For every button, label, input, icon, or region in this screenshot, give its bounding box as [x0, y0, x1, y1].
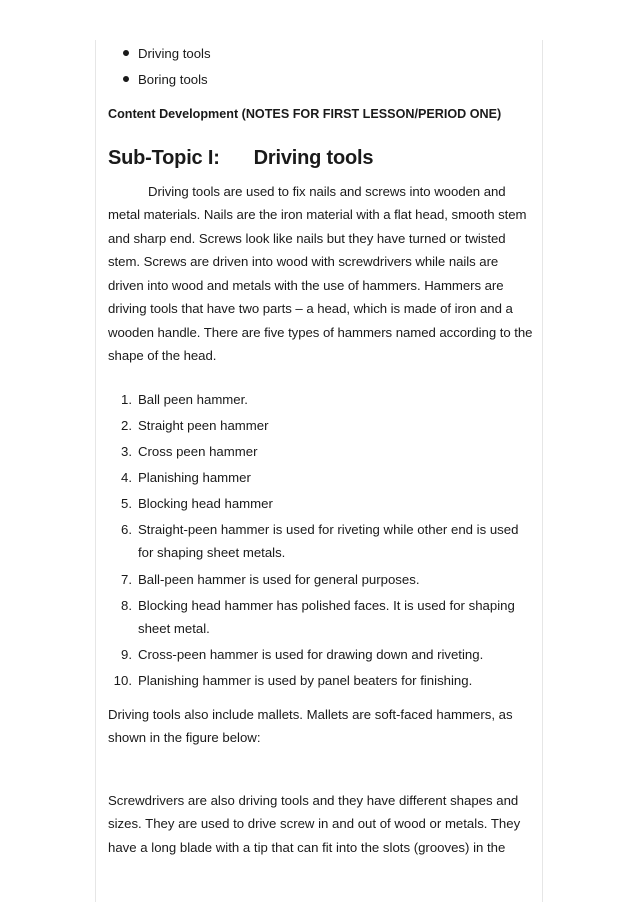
list-number: 3. — [121, 443, 132, 459]
list-text: Blocking head hammer — [138, 495, 273, 511]
list-text: Cross peen hammer — [138, 443, 258, 459]
bullet-item: Driving tools — [108, 42, 533, 68]
list-number: 6. — [121, 521, 132, 537]
list-item — [108, 568, 533, 592]
tool-bullet-list — [108, 42, 533, 94]
list-text: Cross-peen hammer is used for drawing down and riveting. — [138, 647, 484, 663]
list-text: Blocking head hammer has polished faces. It is used for shaping sheet metal. — [138, 597, 515, 637]
list-text: Planishing hammer — [138, 469, 251, 485]
list-item — [108, 466, 533, 490]
bullet-item: Boring tools — [108, 68, 533, 94]
list-number: 4. — [121, 469, 132, 485]
list-text: Straight peen hammer — [138, 417, 269, 433]
section-heading: Content Development (NOTES FOR FIRST LESSON/PERIOD ONE) — [108, 107, 502, 121]
list-number: 2. — [121, 417, 132, 433]
list-item — [108, 518, 533, 565]
hammer-list — [108, 388, 533, 693]
list-text: Planishing hammer is used by panel beaters for finishing. — [138, 673, 473, 689]
list-item — [108, 643, 533, 667]
subtopic-title: Driving tools — [253, 146, 374, 169]
mallets-paragraph: Driving tools also include mallets. Mallets are soft-faced hammers, as shown in the figure below: — [108, 706, 513, 746]
list-number: 7. — [121, 571, 132, 587]
intro-paragraph: Driving tools are used to fix nails and screws into wooden and metal materials. Nails are the iron material with a flat head, smooth stem and sharp end. Screws look like nails but they have turned or twisted stem. Screws are driven into wood with screwdrivers while nails are driven into wood and metals with the use of hammers. Hammers are driving tools that have two parts – a head, which is made of iron and a wooden handle. There are five types of hammers named according to the shape of the head. — [108, 183, 533, 363]
list-number: 10. — [113, 673, 132, 689]
list-item — [108, 440, 533, 464]
list-item — [108, 388, 533, 412]
document-content — [108, 42, 533, 859]
screwdriver-paragraph: Screwdrivers are also driving tools and they have different shapes and sizes. They are used to drive screw in and out of wood or metals. They have a long blade with a tip that can fit into the slots (grooves) in the — [108, 792, 521, 855]
subtopic-heading — [108, 144, 533, 172]
list-item — [108, 492, 533, 516]
list-number: 1. — [121, 391, 132, 407]
subtopic-label: Sub-Topic I: — [108, 146, 220, 169]
list-item — [108, 594, 533, 641]
list-item — [108, 669, 533, 693]
list-number: 9. — [121, 647, 132, 663]
list-text: Ball peen hammer. — [138, 391, 248, 407]
list-text: Straight-peen hammer is used for riveting while other end is used for shaping sheet metals. — [138, 521, 519, 561]
list-text: Ball-peen hammer is used for general purposes. — [138, 571, 420, 587]
list-number: 8. — [121, 597, 132, 613]
list-number: 5. — [121, 495, 132, 511]
list-item — [108, 414, 533, 438]
